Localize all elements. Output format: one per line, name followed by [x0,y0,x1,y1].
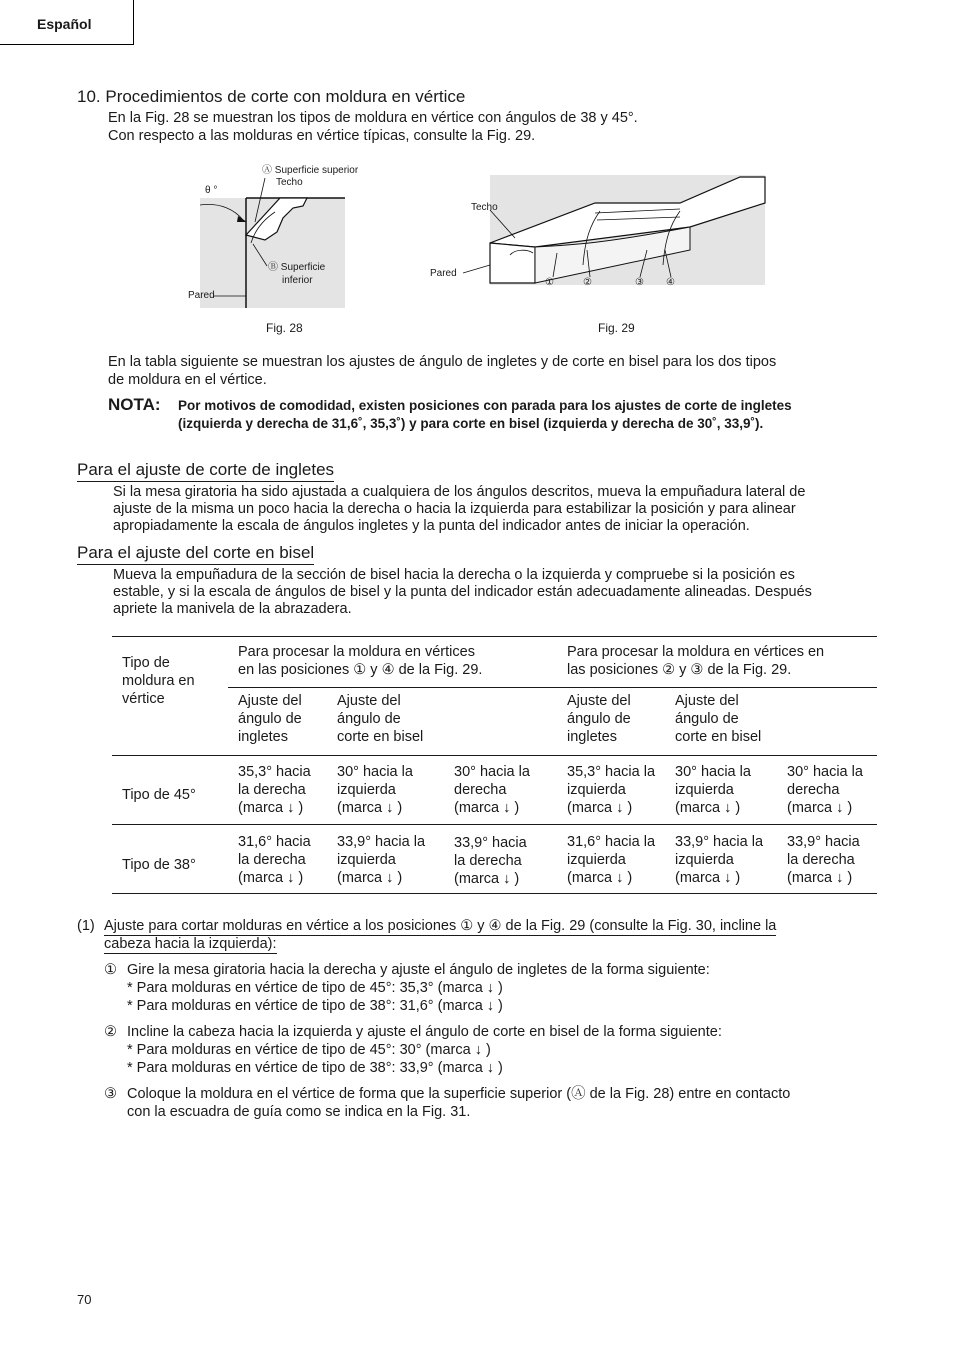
fig28-label-b-line2: inferior [282,275,313,286]
fig29-marker-4: ④ [666,277,675,288]
nota-text [178,397,878,433]
table-row38-cell: 33,9° hacia la izquierda (marca ↓ ) [337,834,426,886]
step-2-text: Incline la cabeza hacia la izquierda y ajuste el ángulo de corte en bisel de la forma siguiente: [127,1024,722,1040]
table-row38-label: Tipo de 38° [122,857,196,873]
table-row38-cell: 33,9° hacia la derecha (marca ↓ ) [787,834,860,886]
intro-line-1: En la Fig. 28 se muestran los tipos de moldura en vértice con ángulos de 38 y 45°. [108,110,638,126]
fig28-theta: θ ° [205,185,218,196]
table-rule-row45 [112,824,877,825]
intro-line-2: Con respecto a las molduras en vértice típicas, consulte la Fig. 29. [108,128,536,144]
nota-line-1: Por motivos de comodidad, existen posiciones con parada para los ajustes de corte de ingletes [178,398,792,413]
table-subheader-bevel-1: Ajuste del ángulo de corte en bisel [337,693,424,745]
nota-label: NOTA: [108,395,161,414]
step-2-bullet-2: * Para molduras en vértice de tipo de 38°: 33,9° (marca ↓ ) [127,1060,503,1076]
table-row45-label: Tipo de 45° [122,787,196,803]
step-3-line-2: con la escuadra de guía como se indica en la Fig. 31. [127,1104,471,1120]
bevel-heading: Para el ajuste del corte en bisel [77,543,314,565]
miter-line-3: apropiadamente la escala de ángulos ingletes y la punta del indicador antes de iniciar la operación. [113,518,750,534]
table-subheader-miter-1: Ajuste del ángulo de ingletes [238,693,302,745]
language-tab-label: Español [37,16,92,32]
table-row45-cell: 35,3° hacia la izquierda (marca ↓ ) [567,764,656,816]
table-intro-line-2: de moldura en el vértice. [108,372,267,388]
fig29-marker-2: ② [583,277,592,288]
miter-line-1: Si la mesa giratoria ha sido ajustada a cualquiera de los ángulos descritos, mueva la empuñadura lateral de [113,484,806,500]
fig29-ceiling: Techo [471,202,498,213]
miter-heading: Para el ajuste de corte de ingletes [77,460,334,482]
figure-29 [425,165,770,295]
miter-line-2: ajuste de la misma un poco hacia la derecha o hacia la izquierda para estabilizar la posición y para alinear [113,501,796,517]
step-1-number: ① [104,962,117,978]
table-row45-cell: 30° hacia la derecha (marca ↓ ) [454,764,530,816]
table-type-header: Tipo de moldura en vértice [122,655,195,707]
steps-intro-number: (1) [77,918,95,934]
fig29-marker-3: ③ [635,277,644,288]
fig29-caption: Fig. 29 [598,321,635,335]
step-3-number: ③ [104,1086,117,1102]
table-row45-cell: 30° hacia la izquierda (marca ↓ ) [675,764,751,816]
table-row45-cell: 30° hacia la izquierda (marca ↓ ) [337,764,413,816]
fig28-caption: Fig. 28 [266,321,303,335]
fig29-wall: Pared [430,268,457,279]
fig28-wall: Pared [188,290,215,301]
page-number: 70 [77,1292,92,1307]
bevel-line-3: apriete la manivela de la abrazadera. [113,601,352,617]
table-row38-cell: 33,9° hacia la derecha (marca ↓ ) [454,835,527,887]
bevel-line-2: estable, y si la escala de ángulos de bisel y la punta del indicador están adecuadamente alineadas. Después [113,584,812,600]
step-1-bullet-1: * Para molduras en vértice de tipo de 45°: 35,3° (marca ↓ ) [127,980,503,996]
table-row38-cell: 33,9° hacia la izquierda (marca ↓ ) [675,834,764,886]
table-row38-cell: 31,6° hacia la izquierda (marca ↓ ) [567,834,656,886]
fig28-label-a-line1: Ⓐ Superficie superior [262,165,359,176]
table-rule-header [112,755,877,756]
step-3-line-1: Coloque la moldura en el vértice de forma que la superficie superior (Ⓐ de la Fig. 28) entre en contacto [127,1086,791,1102]
table-rule-top [112,636,877,637]
fig28-label-a-line2: Techo [276,177,303,188]
table-intro-line-1: En la tabla siguiente se muestran los ajustes de ángulo de ingletes y de corte en bisel para los dos tipos [108,354,777,370]
figure-28 [185,160,395,310]
table-group-1-header: Para procesar la moldura en vértices en las posiciones ① y ④ de la Fig. 29. [238,644,483,678]
table-row45-cell: 35,3° hacia la derecha (marca ↓ ) [238,764,311,816]
step-2-bullet-1: * Para molduras en vértice de tipo de 45°: 30° (marca ↓ ) [127,1042,491,1058]
table-rule-bottom [112,893,877,894]
steps-intro-line-1: Ajuste para cortar molduras en vértice a los posiciones ① y ④ de la Fig. 29 (consulte la Fig. 30, incline la [104,918,777,934]
table-row45-cell: 30° hacia la derecha (marca ↓ ) [787,764,863,816]
nota-line-2: (izquierda y derecha de 31,6˚, 35,3˚) y para corte en bisel (izquierda y derecha de 30˚, 33,9˚). [178,416,764,431]
figure-29-drawing [425,165,770,295]
step-2-number: ② [104,1024,117,1040]
steps-intro-line-2: cabeza hacia la izquierda): [104,936,277,952]
table-subheader-bevel-2: Ajuste del ángulo de corte en bisel [675,693,762,745]
step-1-text: Gire la mesa giratoria hacia la derecha y ajuste el ángulo de ingletes de la forma siguiente: [127,962,710,978]
step-1-bullet-2: * Para molduras en vértice de tipo de 38°: 31,6° (marca ↓ ) [127,998,503,1014]
table-row38-cell: 31,6° hacia la derecha (marca ↓ ) [238,834,311,886]
fig29-marker-1: ① [545,277,554,288]
table-subheader-miter-2: Ajuste del ángulo de ingletes [567,693,631,745]
table-rule-group [228,687,877,688]
bevel-line-1: Mueva la empuñadura de la sección de bisel hacia la derecha o la izquierda y compruebe si la posición es [113,567,795,583]
fig28-label-b-line1: Ⓑ Superficie [268,262,326,273]
table-group-2-header: Para procesar la moldura en vértices en las posiciones ② y ③ de la Fig. 29. [567,644,825,678]
language-tab [0,0,134,45]
section-title: 10. Procedimientos de corte con moldura en vértice [77,87,466,106]
